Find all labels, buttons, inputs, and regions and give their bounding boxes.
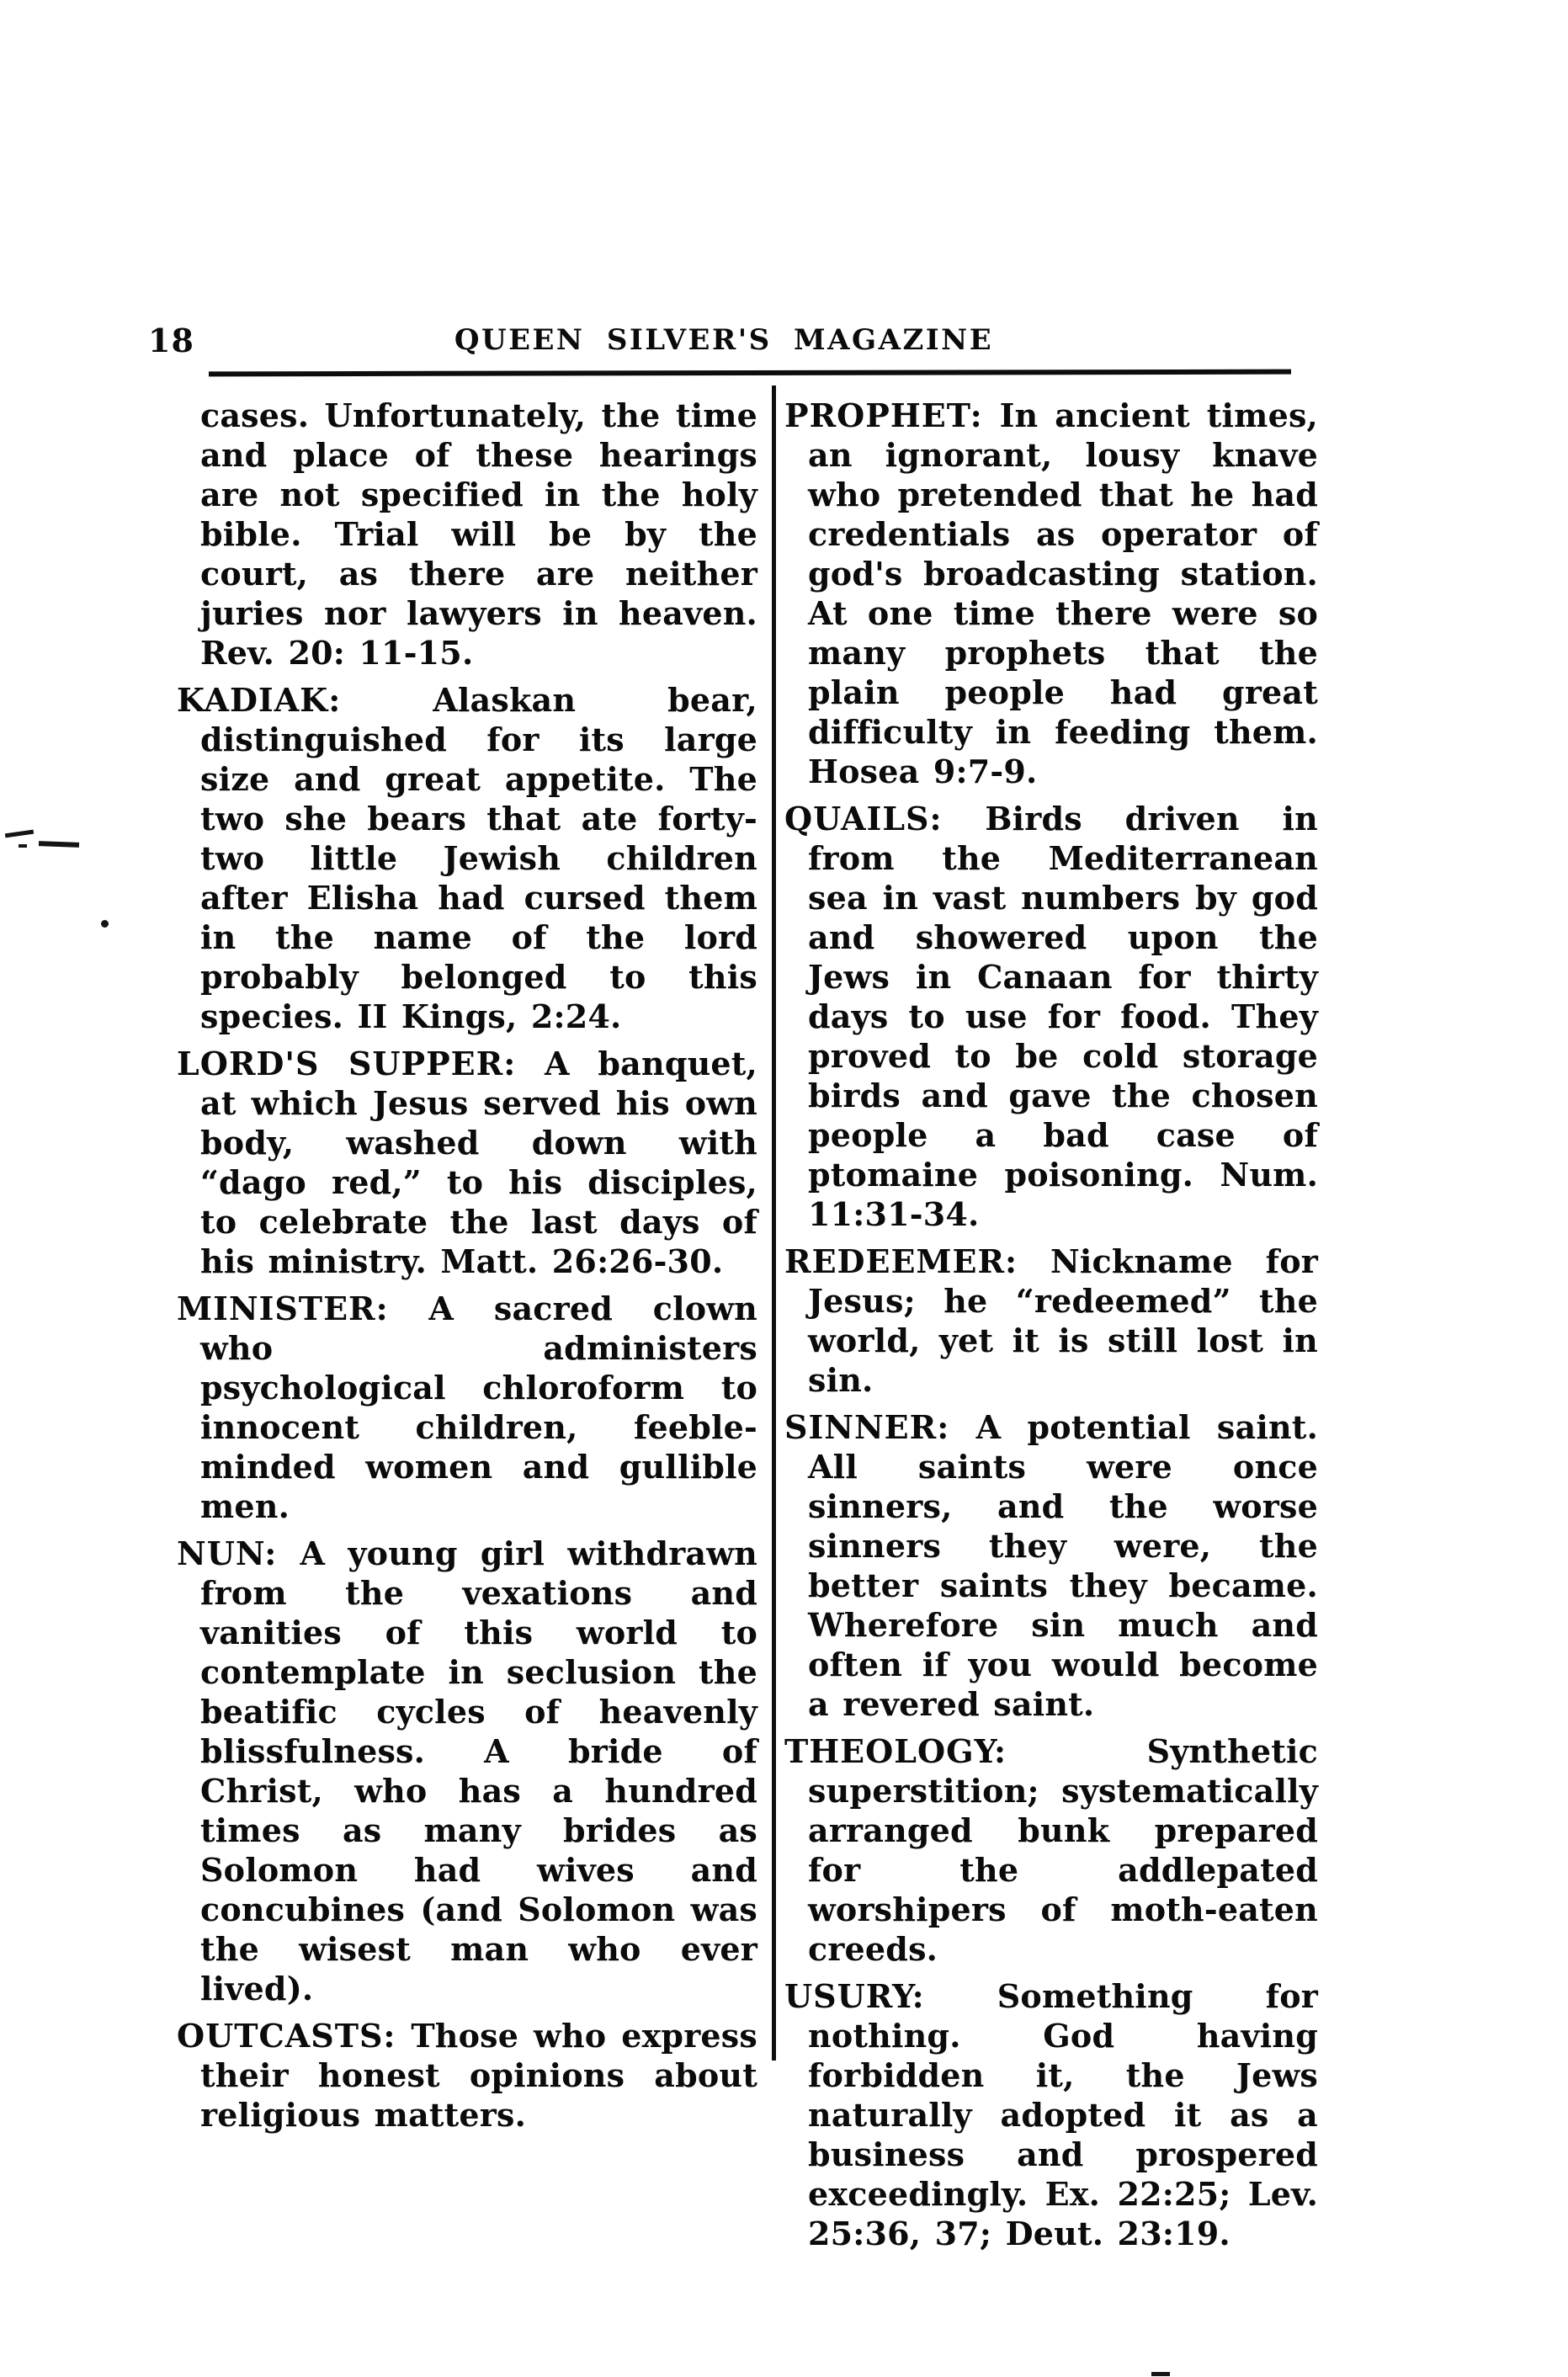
scan-artifact [39,841,79,848]
entry-definition: A banquet, at which Jesus served his own body, washed down with “dago red,” to his disciples, to celebrate the last days of his ministry. Matt. 26:26-30. [200,1045,757,1280]
glossary-entry-theology [784,1731,1318,1969]
page-header-title: QUEEN SILVER'S MAGAZINE [454,323,994,357]
entry-term: USURY: [784,1977,925,2015]
entry-definition: Alaskan bear, distinguished for its large size and great appetite. The two she bears that ate forty-two little Jewish children after Elisha had cursed them in the name of the lord probably belonged to this species. II Kings, 2:24. [200,681,757,1035]
entry-definition: In ancient times, an ignorant, lousy knave who pretended that he had credentials as operator of god's broadcasting station. At one time there were so many prophets that the plain people had great difficulty in feeding them. Hosea 9:7-9. [808,396,1318,790]
entry-definition: Synthetic superstition; systematically arranged bunk prepared for the addlepated worshipers of moth-eaten creeds. [808,1732,1318,1968]
entry-definition: A potential saint. All saints were once sinners, and the worse sinners they were, the better saints they became. Wherefore sin much and often if you would become a revered saint. [808,1408,1318,1723]
entry-definition: A sacred clown who administers psychological chloroform to innocent children, feeble-minded women and gullible men. [200,1290,757,1525]
entry-term: LORD'S SUPPER: [177,1045,517,1082]
glossary-entry-prophet [784,396,1318,791]
glossary-entry-kadiak [177,680,757,1036]
glossary-entry-lords-supper [177,1044,757,1281]
entry-term: SINNER: [784,1408,950,1446]
scan-artifact [5,830,34,838]
entry-definition: Nickname for Jesus; he “redeemed” the world, yet it is still lost in sin. [808,1242,1318,1399]
entry-continuation-cases: cases. Unfortunately, the time and place of these hearings are not specified in the holy bible. Trial will be by the court, as there are neither juries nor lawyers in heaven. Rev. 20: 11-15. [200,396,757,672]
glossary-entry-minister [177,1289,757,1526]
entry-term: NUN: [177,1534,278,1572]
entry-term: REDEEMER: [784,1242,1018,1280]
entry-definition: Something for nothing. God having forbidden it, the Jews naturally adopted it as a business and prospered exceedingly. Ex. 22:25; Lev. 25:36, 37; Deut. 23:19. [808,1977,1318,2252]
entry-term: QUAILS: [784,800,943,838]
entry-term: KADIAK: [177,681,342,719]
entry-term: THEOLOGY: [784,1732,1007,1770]
glossary-entry-outcasts [177,2016,757,2135]
scan-artifact [1151,2372,1170,2376]
glossary-entry-redeemer [784,1242,1318,1400]
page-number: 18 [148,322,194,359]
header-rule [209,370,1291,377]
glossary-entry-quails [784,799,1318,1234]
entry-term: PROPHET: [784,396,983,434]
scan-artifact [19,844,27,848]
entry-definition: Those who express their honest opinions about religious matters. [200,2017,757,2134]
glossary-entry-sinner [784,1407,1318,1724]
right-column [784,396,1318,2261]
scan-artifact [101,920,109,928]
entry-definition: A young girl withdrawn from the vexations and vanities of this world to contemplate in seclusion the beatific cycles of heavenly blissfulness. A bride of Christ, who has a hundred times as many brides as Solomon had wives and concubines (and Solomon was the wisest man who ever lived). [200,1534,757,2007]
entry-term: MINISTER: [177,1290,389,1327]
entry-term: OUTCASTS: [177,2017,396,2055]
glossary-entry-nun [177,1534,757,2008]
glossary-entry-usury [784,1976,1318,2253]
column-divider-rule [772,386,776,2061]
entry-definition: Birds driven in from the Mediterranean sea in vast numbers by god and showered upon the Jews in Canaan for thirty days to use for food. They proved to be cold storage birds and gave the chosen people a bad case of ptomaine poisoning. Num. 11:31-34. [808,800,1318,1233]
left-column [177,396,757,2142]
